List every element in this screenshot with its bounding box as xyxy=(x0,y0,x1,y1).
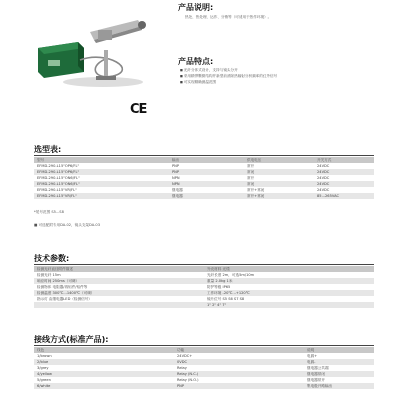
table-cell: 工作环境 -20℃...+120℃ xyxy=(204,290,374,296)
table-cell: 2/blue xyxy=(34,359,174,365)
table-cell: PNP xyxy=(172,164,180,168)
table-cell: NPN xyxy=(172,176,180,180)
header-cell: 开关方式 xyxy=(314,157,374,163)
table-row xyxy=(34,383,374,389)
wiring-table xyxy=(34,347,374,389)
table-cell: 24VDC+ xyxy=(177,354,193,358)
table-row xyxy=(34,302,374,308)
table-cell: 检测物体 电阻器/再铝件/铝件等 xyxy=(37,285,88,289)
table-cell: 光纤长度 2m，可选5m/10m xyxy=(207,273,255,277)
feature-item: ■ 光纤分体式设计，支持与镜头分开 xyxy=(180,67,277,73)
specs-table xyxy=(34,266,374,308)
table-cell: 24VDC xyxy=(314,181,374,187)
table-cell: 常开+常闭 xyxy=(244,193,314,199)
table-cell: EFMD-290-L15"VR/FL" xyxy=(34,193,169,199)
table-cell: 响应时间 250ms（可调） xyxy=(34,278,204,284)
specs-rule xyxy=(34,264,374,265)
selection-note: *尾号范围 S5...S8 xyxy=(34,210,64,214)
table-cell: EFMD-290-L15"ON6/FL" xyxy=(37,176,80,180)
header-cell: 检测光纤直径附件描述 xyxy=(34,266,204,272)
header-cell: 说明 xyxy=(304,347,374,353)
wiring-title: 接线方式(标准产品): xyxy=(34,335,109,344)
table-cell: 电源+ xyxy=(307,354,318,358)
table-cell: 继电器常闭 xyxy=(304,371,374,377)
table-cell: 镜片位号 S5 S6 S7 S8 xyxy=(207,297,245,301)
table-cell: 重量 2.0kg 1米 xyxy=(204,278,374,284)
table-cell: 常闭 xyxy=(244,181,314,187)
table-cell: 24VDC xyxy=(317,164,330,168)
table-cell: 检测温度 300℃...1400℃（可调） xyxy=(34,290,204,296)
table-cell: 继电器 xyxy=(169,193,244,199)
table-cell: Relay xyxy=(177,366,187,370)
table-cell: PNP xyxy=(169,169,244,175)
table-cell: EFMD-290-L15"OP6/FL" xyxy=(34,169,169,175)
table-cell: 24VDC xyxy=(317,176,330,180)
table-cell: 继电器 xyxy=(172,188,183,192)
table-cell: 5/green xyxy=(37,378,51,382)
selection-note: ■ 可选配附专用DA-02，镜头支架DA-03 xyxy=(34,223,100,227)
table-cell: 85...265VAC xyxy=(314,193,374,199)
table-cell: 6/white xyxy=(34,383,174,389)
table-cell: 继电器常开 xyxy=(307,378,325,382)
table-cell: Relay (N.C.) xyxy=(174,371,304,377)
ce-mark: CE xyxy=(130,102,147,117)
table-cell: 继电器公共端 xyxy=(307,366,329,370)
header-cell: 输出 xyxy=(169,157,244,163)
features-title: 产品特点: xyxy=(178,57,214,66)
header-cell: 功能 xyxy=(174,347,304,353)
header-cell: 线色 xyxy=(34,347,174,353)
table-row xyxy=(34,193,374,199)
table-cell: 电源- xyxy=(304,359,374,365)
table-cell: 0VDC xyxy=(174,359,304,365)
selection-rule xyxy=(34,155,374,156)
header-cell: 供电电压 xyxy=(244,157,314,163)
description-text: 热处、热处理、运作、分销等（可适用于热作环境）。 xyxy=(185,15,272,19)
feature-item: ■ 采用精悍颗微结构并新型前消除热辐射分析频率的红外信号 xyxy=(180,73,277,79)
features-list xyxy=(180,67,277,85)
table-cell: NPN xyxy=(169,181,244,187)
table-cell: 3/grey xyxy=(37,366,49,370)
table-cell: 24VDC xyxy=(317,188,330,192)
selection-title: 选型表: xyxy=(34,145,62,154)
table-cell xyxy=(34,302,204,308)
table-cell: 常开 xyxy=(247,164,255,168)
feature-item: ■ 可实现精确测温范围 xyxy=(180,79,277,85)
wiring-rule xyxy=(34,345,374,346)
table-cell: EFMD-290-L15"ON6/FL" xyxy=(34,181,169,187)
table-cell: 集电极开路输出 xyxy=(304,383,374,389)
table-cell: 检测光纤 15m xyxy=(37,273,61,277)
table-cell: Relay (N.O.) xyxy=(177,378,199,382)
table-cell: PNP xyxy=(174,383,304,389)
table-cell: 常开 xyxy=(247,176,255,180)
table-cell: 常闭 xyxy=(244,169,314,175)
selection-table xyxy=(34,157,374,199)
header-cell: 型号 xyxy=(34,157,169,163)
description-title: 产品说明: xyxy=(178,3,214,12)
table-cell: 指示灯 由继电器LED（检测信号） xyxy=(37,297,92,301)
table-cell: 常开+常闭 xyxy=(247,188,265,192)
table-cell: 1" 2" 4" 7" xyxy=(204,302,374,308)
table-cell: 24VDC xyxy=(314,169,374,175)
product-photo xyxy=(18,10,168,90)
table-cell: 防护等级 IP65 xyxy=(207,285,231,289)
table-cell: 1/brown xyxy=(37,354,52,358)
table-cell: EFMD-290-L15"OP6/FL" xyxy=(37,164,80,168)
table-cell: EFMD-290-L15"VR/FL" xyxy=(37,188,77,192)
header-cell: 外壳材料 光缆 xyxy=(204,266,374,272)
specs-title: 技术参数: xyxy=(34,254,70,263)
table-cell: 4/yellow xyxy=(34,371,174,377)
